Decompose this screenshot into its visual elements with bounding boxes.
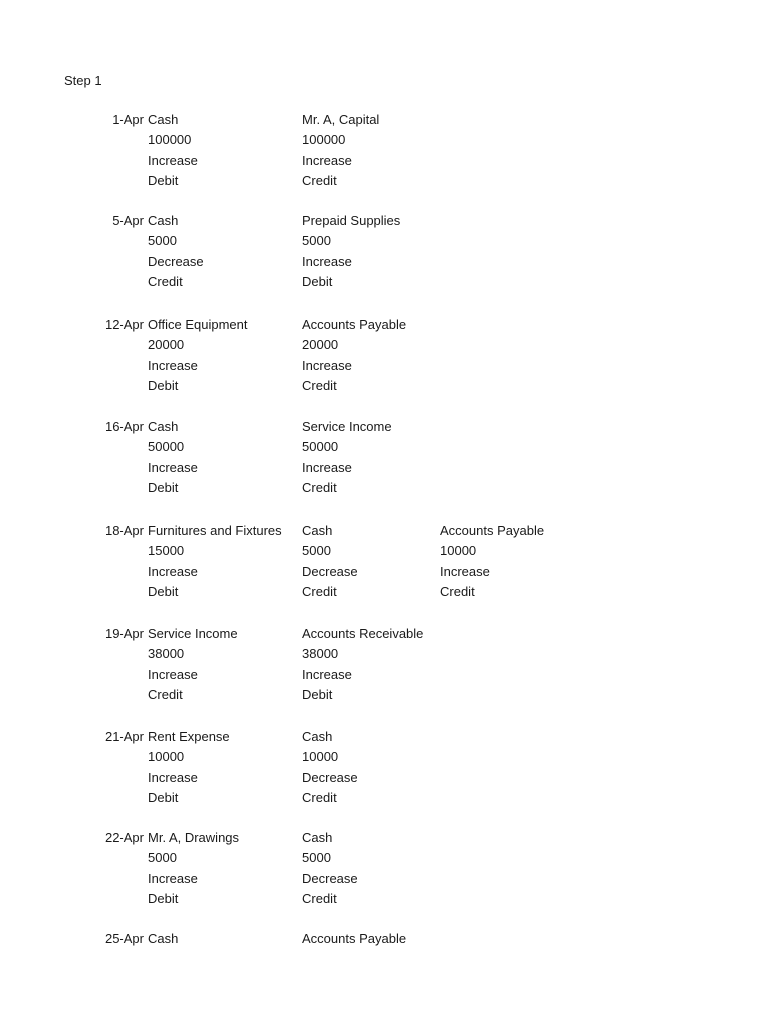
entry-date: 21-Apr (104, 729, 144, 744)
account-amount: 15000 (148, 543, 185, 559)
account-column (148, 417, 198, 499)
account-amount: 5000 (302, 850, 331, 866)
account-side: Credit (302, 891, 337, 907)
account-column (302, 110, 379, 192)
account-name: Cash (302, 729, 333, 744)
account-side: Credit (302, 584, 337, 600)
account-column (148, 727, 230, 809)
account-side: Credit (302, 480, 337, 496)
account-effect: Increase (148, 870, 198, 886)
journal-entry (0, 929, 768, 1011)
account-side: Debit (148, 378, 179, 394)
account-column (148, 521, 282, 603)
account-name: Cash (302, 830, 333, 845)
account-effect: Increase (302, 253, 352, 269)
entry-date: 16-Apr (104, 419, 144, 434)
account-name: Prepaid Supplies (302, 213, 401, 228)
account-name: Cash (148, 419, 179, 434)
account-amount: 100000 (302, 132, 346, 148)
page-title: Step 1 (64, 73, 102, 88)
account-column (148, 624, 238, 706)
account-name: Accounts Receivable (302, 626, 424, 641)
account-side: Credit (440, 584, 475, 600)
account-effect: Decrease (148, 253, 204, 269)
account-effect: Increase (148, 152, 198, 168)
account-name: Mr. A, Drawings (148, 830, 240, 845)
account-side: Debit (148, 790, 179, 806)
account-column (302, 828, 358, 910)
account-amount: 50000 (302, 439, 339, 455)
account-name: Accounts Payable (440, 523, 545, 538)
account-amount: 20000 (302, 337, 339, 353)
account-effect: Increase (302, 152, 352, 168)
account-name: Cash (148, 213, 179, 228)
account-name: Furnitures and Fixtures (148, 523, 282, 538)
journal-entry (0, 211, 768, 293)
account-name: Office Equipment (148, 317, 248, 332)
account-side: Debit (148, 480, 179, 496)
account-name: Mr. A, Capital (302, 112, 380, 127)
account-amount: 5000 (302, 233, 331, 249)
account-effect: Decrease (302, 563, 358, 579)
account-name: Service Income (302, 419, 392, 434)
journal-entry (0, 521, 768, 603)
account-effect: Increase (148, 459, 198, 475)
account-effect: Increase (148, 666, 198, 682)
journal-entry (0, 727, 768, 809)
account-column (302, 521, 358, 603)
journal-entry (0, 828, 768, 910)
account-amount: 10000 (302, 749, 339, 765)
account-effect: Decrease (302, 769, 358, 785)
account-amount: 5000 (148, 850, 177, 866)
journal-entry (0, 624, 768, 706)
account-column (440, 521, 544, 603)
journal-entry (0, 417, 768, 499)
journal-entry (0, 110, 768, 192)
account-side: Credit (148, 687, 183, 703)
account-name: Cash (302, 523, 333, 538)
account-name: Cash (148, 112, 179, 127)
account-side: Debit (148, 584, 179, 600)
account-column (302, 417, 392, 499)
account-amount: 50000 (148, 439, 185, 455)
account-column (302, 624, 423, 706)
account-column (148, 211, 204, 293)
account-amount: 38000 (302, 646, 339, 662)
account-amount: 10000 (440, 543, 477, 559)
account-column (148, 828, 239, 910)
account-column (302, 315, 406, 397)
entry-date: 22-Apr (104, 830, 144, 845)
account-amount: 38000 (148, 646, 185, 662)
account-amount: 5000 (148, 233, 177, 249)
account-effect: Increase (148, 357, 198, 373)
account-effect: Increase (302, 666, 352, 682)
account-amount: 5000 (302, 543, 331, 559)
account-name: Accounts Payable (302, 317, 407, 332)
account-effect: Increase (148, 563, 198, 579)
account-side: Credit (302, 173, 337, 189)
account-amount: 100000 (148, 132, 192, 148)
account-column (148, 315, 247, 397)
account-side: Debit (148, 173, 179, 189)
entry-date: 12-Apr (104, 317, 144, 332)
entry-date: 19-Apr (104, 626, 144, 641)
account-column (302, 211, 400, 293)
account-column (302, 727, 358, 809)
account-amount: 10000 (148, 749, 185, 765)
account-name: Rent Expense (148, 729, 230, 744)
entry-date: 5-Apr (112, 213, 144, 228)
account-column (302, 929, 406, 949)
account-effect: Decrease (302, 870, 358, 886)
account-effect: Increase (302, 459, 352, 475)
journal-entry (0, 315, 768, 397)
account-effect: Increase (302, 357, 352, 373)
account-amount: 20000 (148, 337, 185, 353)
account-effect: Increase (440, 563, 490, 579)
account-column (148, 110, 198, 192)
account-side: Debit (302, 687, 333, 703)
account-name: Accounts Payable (302, 931, 407, 946)
account-name: Cash (148, 931, 179, 946)
account-side: Debit (148, 891, 179, 907)
account-side: Credit (302, 378, 337, 394)
account-side: Credit (148, 274, 183, 290)
account-side: Credit (302, 790, 337, 806)
account-column (148, 929, 178, 949)
account-side: Debit (302, 274, 333, 290)
account-effect: Increase (148, 769, 198, 785)
entry-date: 18-Apr (104, 523, 144, 538)
account-name: Service Income (148, 626, 238, 641)
entry-date: 25-Apr (104, 931, 144, 946)
entry-date: 1-Apr (112, 112, 144, 127)
